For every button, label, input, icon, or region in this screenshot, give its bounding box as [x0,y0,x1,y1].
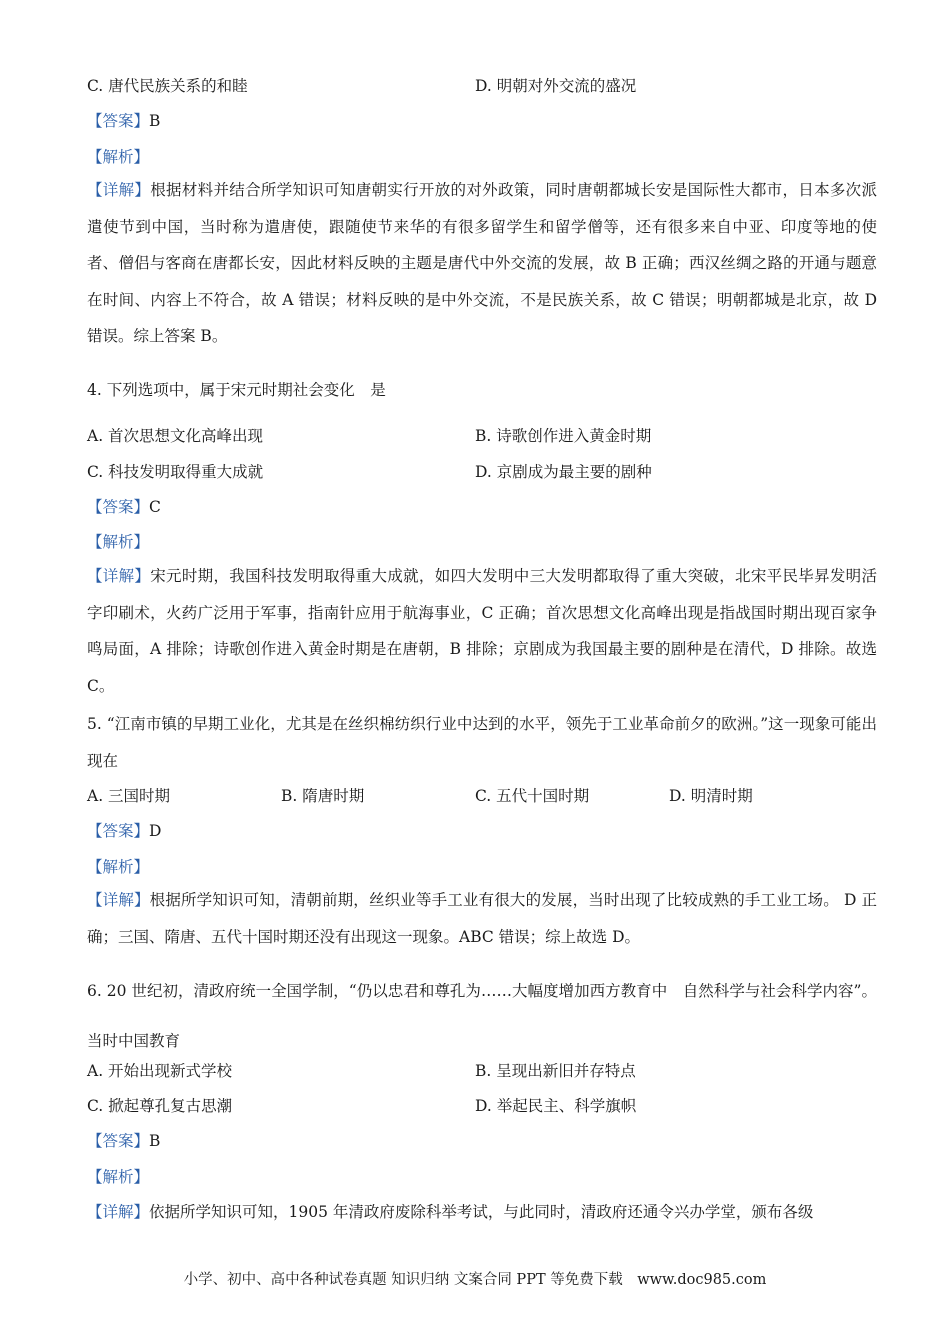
q4-analysis-tag: 【解析】 [87,533,150,551]
answer-value: B [149,1132,161,1150]
q5-option-b: B. 隋唐时期 [281,787,365,805]
page-footer: 小学、初中、高中各种试卷真题 知识归纳 文案合同 PPT 等免费下载 www.doc985.com [183,1272,767,1288]
answer-tag: 【答案】 [87,498,150,516]
q5-analysis-tag: 【解析】 [87,858,150,876]
detail-tag: 【详解】 [87,567,151,585]
detail-text: 宋元时期，我国科技发明取得重大成就，如四大发明中三大发明都取得了重大突破，北宋平民毕昇发明活字印刷术，火药广泛用于军事，指南针应用于航海事业，C 正确；首次思想文化高峰出现是指战国时期出现百家争鸣局面，A 排除；诗歌创作进入黄金时期是在唐朝，B 排除；京剧成为我国最主要的剧种是在清代，D 排除。故选 C。 [87,567,877,695]
q5-stem: 5. “江南市镇的早期工业化，尤其是在丝织棉纺织行业中达到的水平，领先于工业革命前夕的欧洲。”这一现象可能出现在 [87,715,877,770]
q4-detail-paragraph [87,558,877,704]
q5-answer-line [87,821,161,841]
q3-analysis-tag: 【解析】 [87,148,150,166]
q6-stem: 6. 20 世纪初，清政府统一全国学制，“仍以忠君和尊孔为……大幅度增加西方教育中 自然科学与社会科学内容”。当时中国教育 [87,982,877,1050]
answer-value: B [149,112,161,130]
detail-tag: 【详解】 [87,1203,150,1221]
answer-value: C [149,498,161,516]
q4-option-d: D. 京剧成为最主要的剧种 [475,463,652,481]
q4-option-c: C. 科技发明取得重大成就 [87,463,264,481]
q3-option-c: C. 唐代民族关系的和睦 [87,77,248,95]
q4-stem: 4. 下列选项中，属于宋元时期社会变化 是 [87,381,386,399]
detail-tag: 【详解】 [87,891,150,909]
answer-tag: 【答案】 [87,1132,150,1150]
answer-tag: 【答案】 [87,112,150,130]
q6-option-c: C. 掀起尊孔复古思潮 [87,1097,233,1115]
q6-option-d: D. 举起民主、科学旗帜 [475,1097,637,1115]
q4-option-a: A. 首次思想文化高峰出现 [87,427,264,445]
q6-option-b: B. 呈现出新旧并存特点 [475,1062,636,1080]
detail-tag: 【详解】 [87,181,151,199]
q5-option-a: A. 三国时期 [87,787,171,805]
q5-detail-paragraph [87,882,877,955]
q6-analysis-tag: 【解析】 [87,1168,150,1186]
q3-answer-line [87,111,160,131]
answer-value: D [149,822,162,840]
q3-option-d: D. 明朝对外交流的盛况 [475,77,637,95]
detail-text: 根据材料并结合所学知识可知唐朝实行开放的对外政策，同时唐朝都城长安是国际性大都市，日本多次派遣使节到中国，当时称为遣唐使，跟随使节来华的有很多留学生和留学僧等，还有很多来自中亚、印度等地的使者、僧侣与客商在唐都长安，因此材料反映的主题是唐代中外交流的发展，故 B 正确；西汉丝绸之路的开通与题意在时间、内容上不符合，故 A 错误；材料反映的是中外交流，不是民族关系，故 C 错误；明朝都城是北京，故 D 错误。综上答案 B。 [87,181,877,345]
detail-text: 根据所学知识可知，清朝前期，丝织业等手工业有很大的发展，当时出现了比较成熟的手工业工场。 D 正确；三国、隋唐、五代十国时期还没有出现这一现象。ABC 错误；综上故选 D。 [87,891,877,946]
q3-detail-paragraph [87,172,877,355]
detail-text: 依据所学知识可知，1905 年清政府废除科举考试，与此同时，清政府还通令兴办学堂，颁布各级 [149,1203,814,1221]
q4-option-b: B. 诗歌创作进入黄金时期 [475,427,652,445]
q5-option-c: C. 五代十国时期 [475,787,590,805]
q6-option-a: A. 开始出现新式学校 [87,1062,233,1080]
q6-detail-paragraph [87,1202,813,1222]
q4-answer-line [87,497,161,517]
q6-answer-line [87,1131,160,1151]
q5-option-d: D. 明清时期 [669,787,753,805]
answer-tag: 【答案】 [87,822,150,840]
